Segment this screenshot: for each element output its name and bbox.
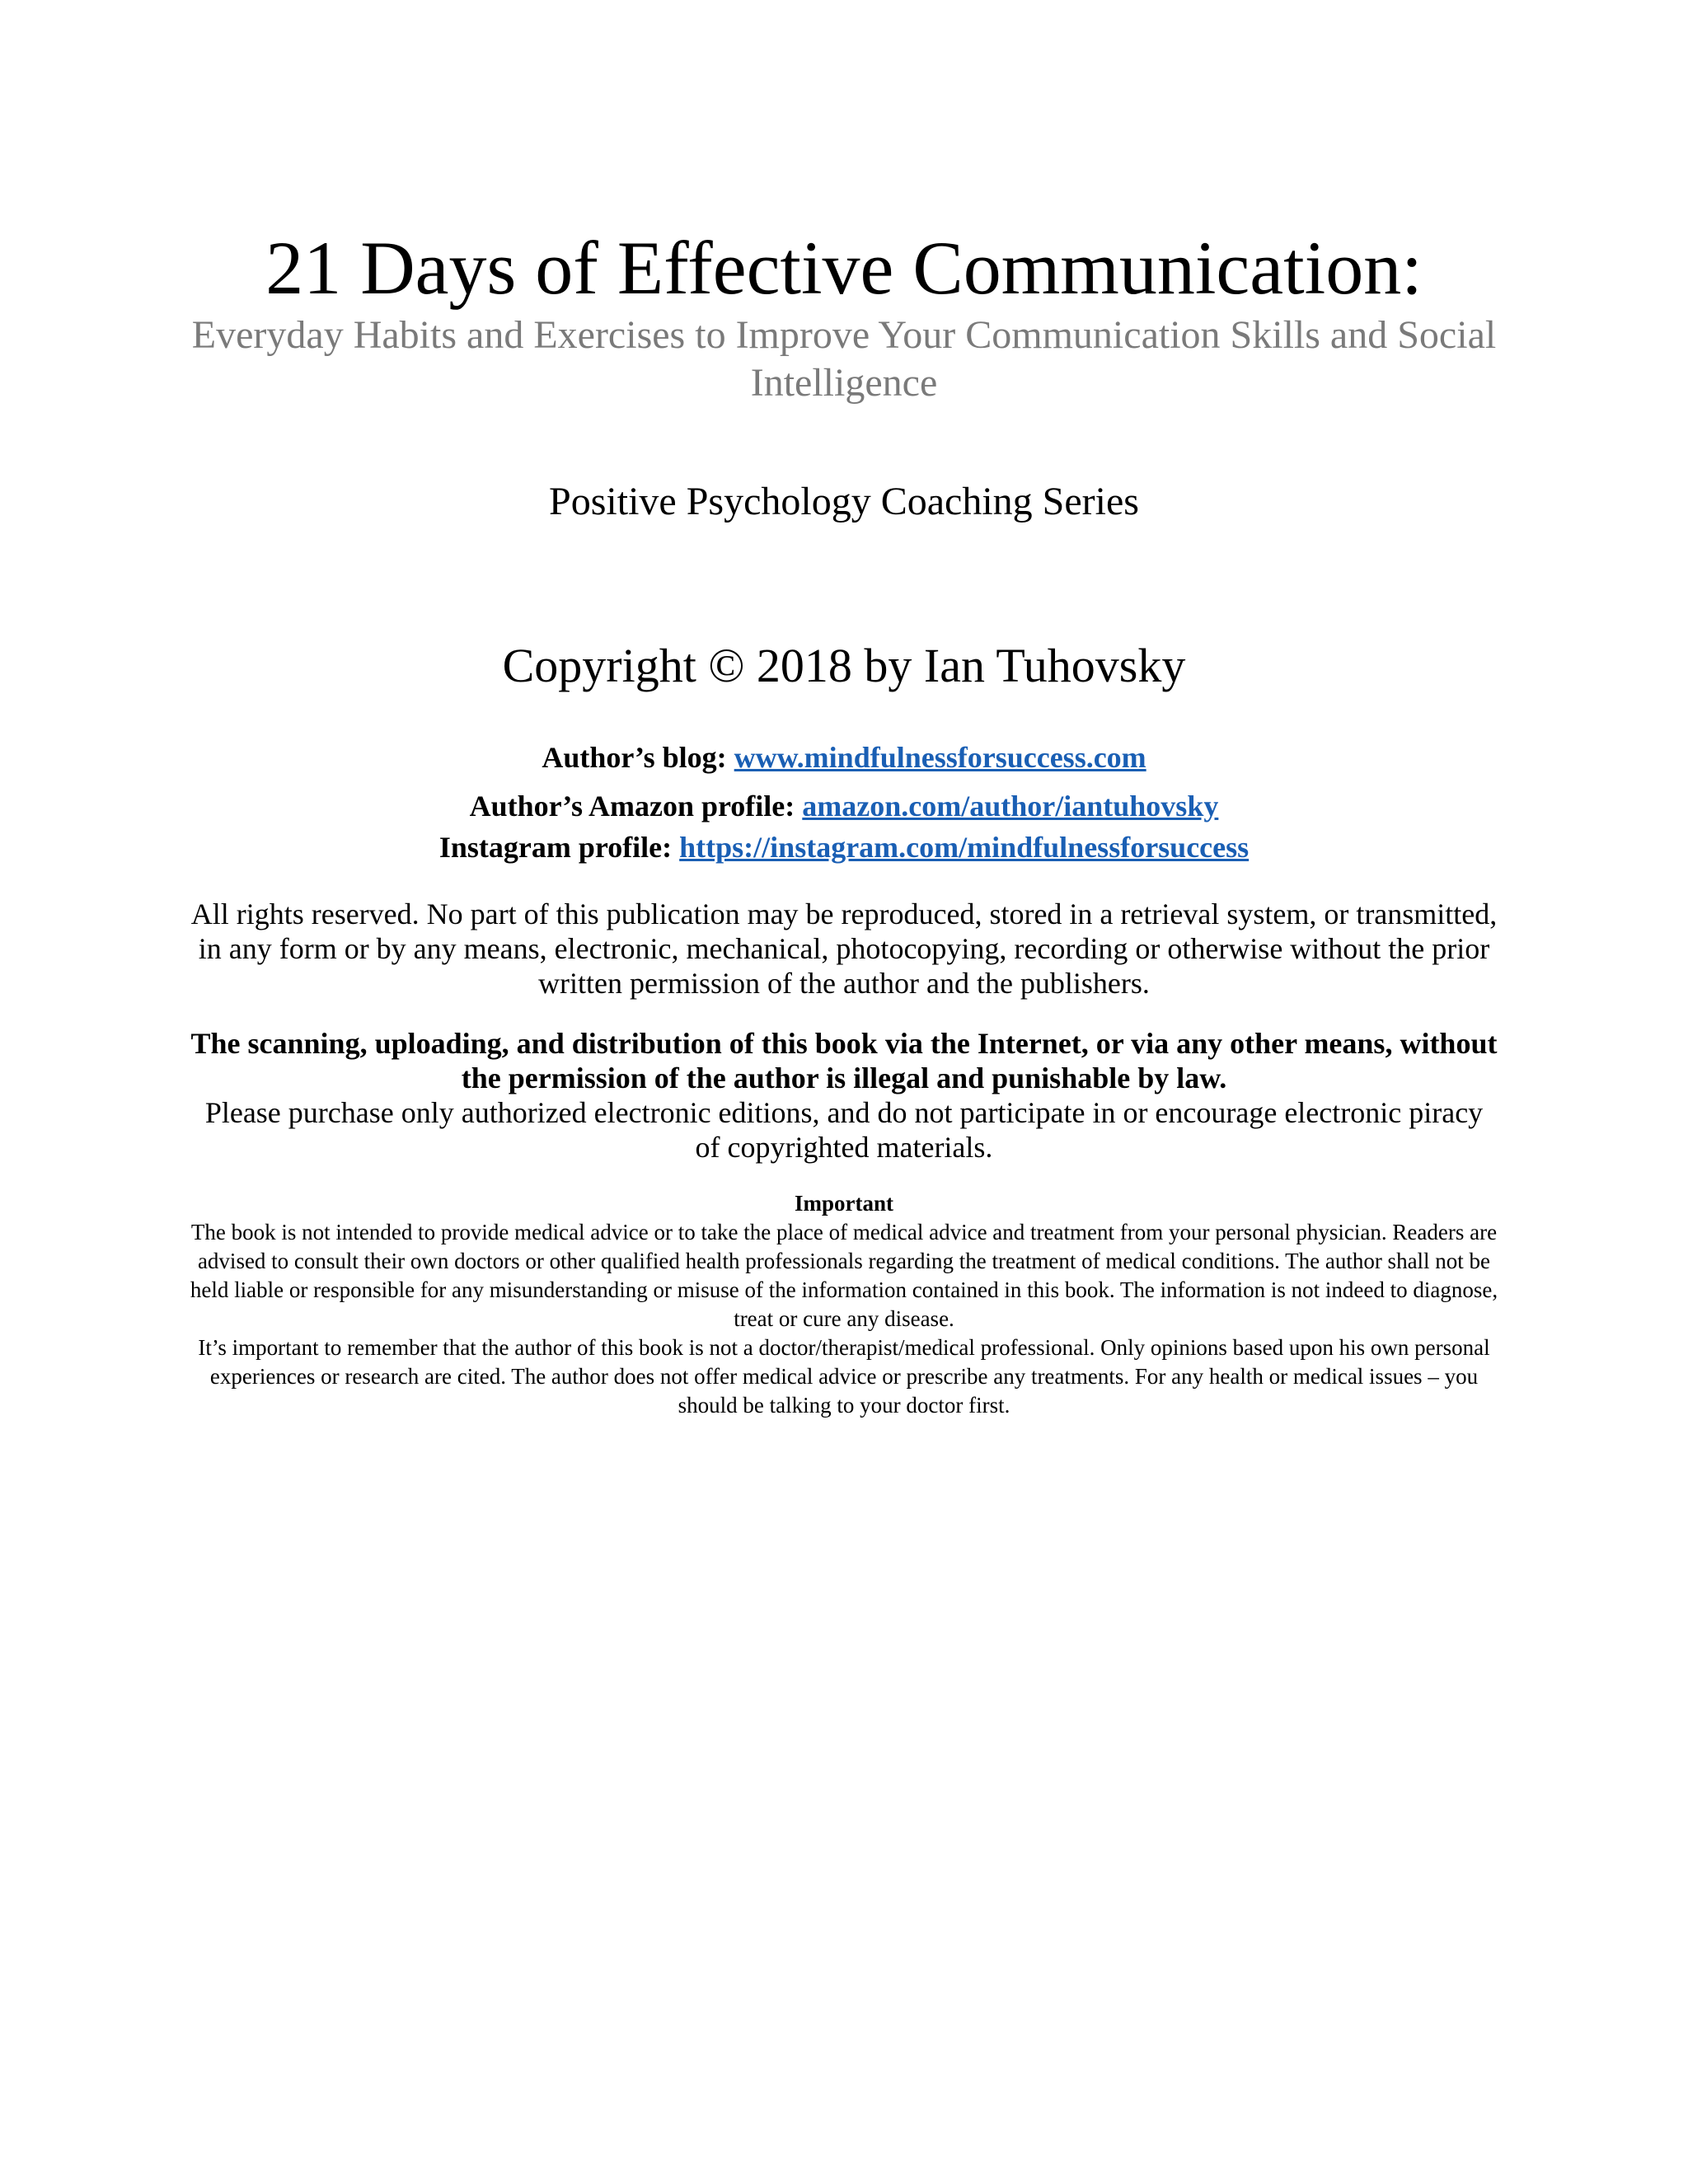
amazon-link[interactable]: amazon.com/author/iantuhovsky	[802, 790, 1219, 823]
copyright-notice: Copyright © 2018 by Ian Tuhovsky	[502, 639, 1186, 692]
important-heading: Important	[795, 1191, 893, 1216]
instagram-line	[190, 828, 1498, 866]
instagram-label: Instagram profile:	[438, 831, 680, 864]
rights-paragraph: All rights reserved. No part of this publication may be reproduced, stored in a retrieval system, or transmitted, in any form or by any means, electronic, mechanical, photocopying, recording or otherwise without the prior written permission of the author and the publishers.	[190, 898, 1498, 1000]
book-subtitle: Everyday Habits and Exercises to Improve Your Communication Skills and Social Intelligence	[191, 313, 1497, 405]
blog-link[interactable]: www.mindfulnessforsuccess.com	[734, 741, 1146, 774]
blog-line	[190, 738, 1498, 776]
instagram-link[interactable]: https://instagram.com/mindfulnessforsuccess	[679, 831, 1250, 864]
important-paragraph-1: The book is not intended to provide medical advice or to take the place of medical advice and treatment from your personal physician. Readers are advised to consult their own doctors or other qualified health professionals regarding the treatment of medical conditions. The author shall not be held liable or responsible for any misunderstanding or misuse of the information contained in this book. The information is not indeed to diagnose, treat or cure any disease.	[190, 1220, 1498, 1331]
purchase-request: Please purchase only authorized electronic editions, and do not participate in or encourage electronic piracy of copyrighted materials.	[204, 1096, 1484, 1164]
important-paragraph-2: It’s important to remember that the author of this book is not a doctor/therapist/medical professional. Only opinions based upon his own personal experiences or research are cited. The author does not offer medical advice or prescribe any treatments. For any health or medical issues – you should be talking to your doctor first.	[198, 1335, 1490, 1418]
amazon-label: Author’s Amazon profile:	[469, 790, 803, 823]
scanning-notice	[190, 1026, 1498, 1165]
blog-label: Author’s blog:	[542, 741, 734, 774]
important-section	[190, 1189, 1498, 1420]
series-name: Positive Psychology Coaching Series	[549, 480, 1139, 523]
scanning-warning: The scanning, uploading, and distribution of this book via the Internet, or via any other means, without the permission of the author is illegal and punishable by law.	[190, 1027, 1498, 1094]
book-title: 21 Days of Effective Communication:	[265, 226, 1423, 310]
amazon-line	[190, 787, 1498, 825]
